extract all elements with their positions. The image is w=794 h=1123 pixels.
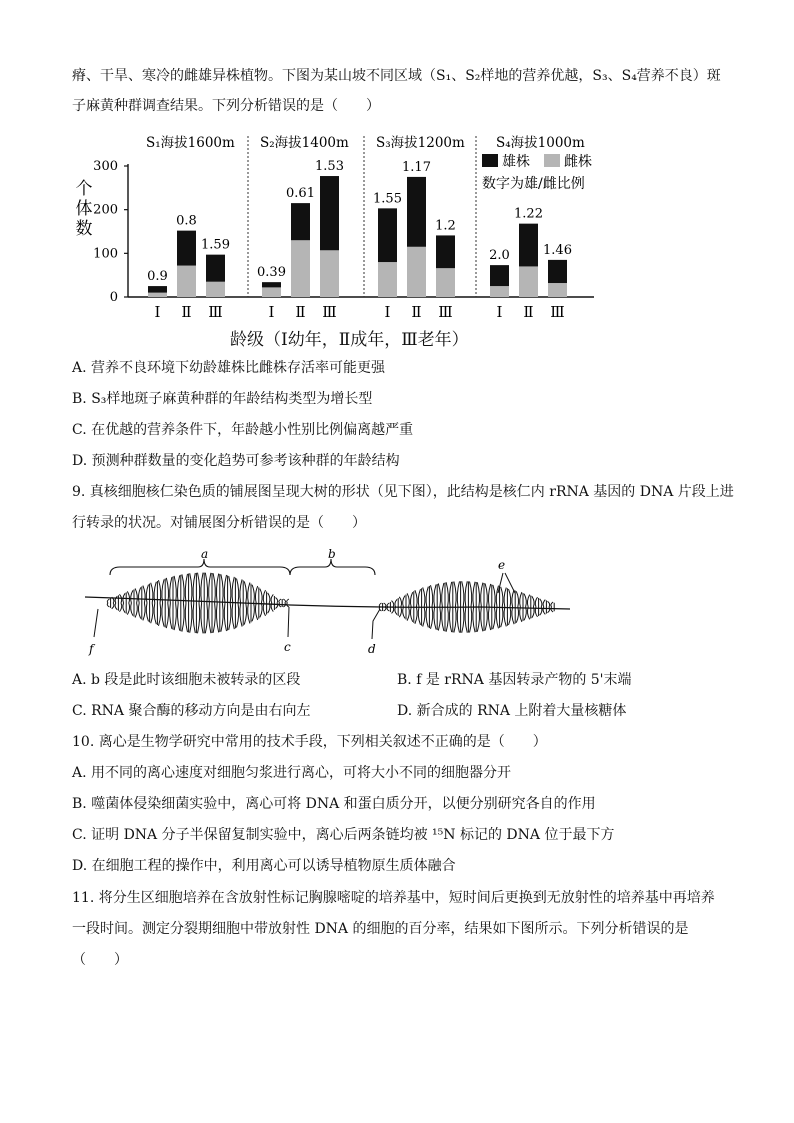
q9-option-d: D. 新合成的 RNA 上附着大量核糖体	[397, 703, 627, 719]
legend-label-male: 雄株	[502, 154, 530, 170]
label-d: d	[368, 642, 376, 656]
unit-1-rna-fibril	[229, 603, 231, 630]
x-tick-label-4-2: Ⅱ	[523, 303, 534, 321]
unit-2-rna-fibril	[418, 607, 420, 625]
x-tick-label-4-3: Ⅲ	[550, 303, 565, 321]
unit-1-rna-fibril	[162, 603, 164, 627]
unit-1-rna-fibril	[209, 603, 211, 633]
unit-2-rna-fibril	[410, 592, 412, 607]
group-title-1: S₁海拔1600m	[146, 135, 235, 151]
unit-2-rna-fibril	[520, 607, 522, 622]
unit-2-rna-fibril	[410, 607, 412, 622]
bar-male-2-2	[291, 203, 310, 240]
bar-female-3-2	[407, 247, 426, 297]
unit-1-rna-fibril	[115, 596, 117, 603]
unit-2-rna-fibril	[403, 596, 405, 607]
bar-male-4-3	[548, 260, 567, 283]
unit-2-rna-fibril	[481, 583, 483, 607]
bar-female-4-2	[519, 266, 538, 297]
q8-option-d: D. 预测种群数量的变化趋势可参考该种群的年龄结构	[72, 453, 400, 469]
bar-male-4-1	[490, 265, 509, 286]
unit-1-rna-fibril	[154, 603, 156, 624]
unit-1-rna-fibril	[138, 603, 140, 619]
unit-2-rna-fibril	[488, 607, 490, 630]
unit-2-rna-fibril	[415, 590, 417, 607]
q11-stem-2: 一段时间。测定分裂期细胞中带放射性 DNA 的细胞的百分率，结果如下图所示。下列分析错误的是	[72, 921, 689, 937]
legend-swatch-male	[482, 154, 498, 167]
x-tick-label-2-1: Ⅰ	[268, 303, 275, 321]
q10-option-c: C. 证明 DNA 分子半保留复制实验中，离心后两条链均被 ¹⁵N 标记的 DNA 位于最下方	[72, 827, 615, 843]
group-title-4: S₄海拔1000m	[496, 135, 585, 151]
unit-2-rna-fibril	[442, 583, 444, 607]
unit-1-rna-fibril	[120, 603, 122, 612]
unit-1-rna-fibril	[146, 603, 148, 621]
bar-female-3-1	[378, 262, 397, 297]
group-title-2: S₂海拔1400m	[260, 135, 349, 151]
unit-2-rna-fibril	[457, 581, 459, 607]
ratio-label-4-2: 1.22	[514, 206, 543, 222]
unit-1-rna-fibril	[185, 574, 187, 603]
pointer-d	[372, 609, 380, 639]
unit-1-rna-fibril	[166, 603, 168, 628]
unit-2-rna-fibril	[446, 607, 448, 632]
unit-1-rna-fibril	[237, 603, 239, 627]
unit-1-rna-fibril	[115, 603, 117, 610]
unit-2-rna-fibril	[473, 582, 475, 607]
unit-1-rna-fibril	[182, 603, 184, 632]
unit-1-rna-fibril	[232, 603, 234, 629]
x-tick-label-3-2: Ⅱ	[411, 303, 422, 321]
x-tick-label-4-1: Ⅰ	[496, 303, 503, 321]
unit-1-rna-fibril	[146, 585, 148, 603]
unit-1-rna-fibril	[190, 573, 192, 603]
bar-male-4-2	[519, 224, 538, 267]
x-tick-label-1-2: Ⅱ	[181, 303, 192, 321]
unit-1-rna-fibril	[209, 573, 211, 603]
unit-2-rna-fibril	[431, 607, 433, 629]
unit-1-rna-fibril	[237, 579, 239, 603]
bar-male-2-1	[262, 282, 281, 287]
unit-2-rna-fibril	[477, 607, 479, 632]
ratio-label-2-2: 0.61	[286, 186, 315, 202]
unit-1-rna-fibril	[205, 573, 207, 603]
unit-1-rna-fibril	[201, 603, 203, 633]
unit-2-rna-fibril	[470, 582, 472, 607]
y-label-char-1: 体	[75, 199, 93, 219]
unit-1-rna-fibril	[131, 590, 133, 603]
bar-female-4-3	[548, 283, 567, 297]
unit-2-rna-fibril	[512, 607, 514, 624]
q10-option-a: A. 用不同的离心速度对细胞匀浆进行离心，可将大小不同的细胞器分开	[72, 765, 512, 781]
bar-female-3-3	[436, 268, 455, 297]
unit-2-rna-fibril	[434, 607, 436, 629]
unit-1-rna-fibril	[224, 603, 226, 631]
unit-2-rna-fibril	[407, 593, 409, 607]
bar-male-3-2	[407, 177, 426, 247]
q10-stem: 10. 离心是生物学研究中常用的技术手段，下列相关叙述不正确的是（ ）	[72, 734, 547, 750]
unit-2-rna-fibril	[418, 589, 420, 607]
label-c: c	[284, 640, 291, 654]
q9-stem-1: 9. 真核细胞核仁染色质的铺展图呈现大树的形状（见下图），此结构是核仁内 rRNA 基因的 DNA 片段上进	[72, 484, 734, 500]
unit-2-rna-fibril	[485, 583, 487, 607]
x-tick-label-1-3: Ⅲ	[208, 303, 223, 321]
x-tick-label-2-3: Ⅲ	[322, 303, 337, 321]
ratio-label-2-3: 1.53	[315, 159, 344, 175]
unit-1-rna-fibril	[177, 603, 179, 631]
bar-male-1-2	[177, 231, 196, 266]
unit-1-rna-fibril	[276, 598, 278, 603]
unit-2-rna-fibril	[551, 607, 553, 612]
unit-2-rna-fibril	[457, 607, 459, 633]
unit-1-rna-fibril	[244, 603, 246, 625]
unit-1-rna-fibril	[151, 603, 153, 623]
ratio-label-3-3: 1.2	[435, 218, 456, 234]
unit-2-rna-fibril	[535, 597, 537, 607]
pointer-e-2	[505, 573, 515, 593]
bar-male-1-3	[206, 255, 225, 282]
bar-male-2-3	[320, 176, 339, 250]
label-b: b	[328, 547, 336, 561]
unit-1-rna-fibril	[255, 586, 257, 603]
unit-2-rna-fibril	[540, 599, 542, 607]
x-tick-label-3-1: Ⅰ	[384, 303, 391, 321]
unit-2-rna-fibril	[399, 597, 401, 607]
unit-1-rna-fibril	[268, 593, 270, 603]
unit-1-rna-fibril	[138, 587, 140, 603]
unit-2-rna-fibril	[434, 585, 436, 607]
unit-2-rna-fibril	[438, 607, 440, 631]
bracket-a	[110, 559, 290, 575]
q9-stem-2: 行转录的状况。对铺展图分析错误的是（ ）	[72, 515, 366, 531]
unit-1-rna-fibril	[252, 603, 254, 621]
unit-2-rna-fibril	[426, 587, 428, 607]
unit-1-rna-fibril	[224, 575, 226, 603]
q8-option-c: C. 在优越的营养条件下，年龄越小性别比例偏离越严重	[72, 422, 414, 438]
ratio-label-4-3: 1.46	[543, 242, 572, 258]
y-label-char-0: 个	[75, 179, 93, 199]
unit-1-rna-fibril	[177, 575, 179, 603]
unit-1-rna-fibril	[205, 603, 207, 633]
unit-2-rna-fibril	[426, 607, 428, 627]
unit-1-rna-fibril	[263, 603, 265, 616]
transcription-spread-figure	[80, 545, 580, 660]
unit-1-rna-fibril	[232, 577, 234, 603]
unit-1-rna-fibril	[255, 603, 257, 620]
q8-option-a: A. 营养不良环境下幼龄雄株比雌株存活率可能更强	[72, 360, 386, 376]
y-label-char-2: 数	[75, 219, 93, 239]
unit-2-rna-fibril	[532, 596, 534, 607]
y-tick-label-0: 0	[109, 290, 118, 305]
bar-female-1-1	[148, 293, 167, 297]
unit-1-rna-fibril	[198, 573, 200, 603]
unit-2-rna-fibril	[509, 589, 511, 607]
unit-2-rna-fibril	[504, 588, 506, 607]
unit-2-rna-fibril	[551, 602, 553, 607]
pointer-c	[288, 607, 289, 637]
unit-1-rna-fibril	[127, 603, 129, 615]
y-tick-label-100: 100	[93, 246, 118, 262]
unit-2-rna-fibril	[548, 601, 550, 607]
unit-1-rna-fibril	[263, 590, 265, 603]
unit-1-rna-fibril	[213, 573, 215, 603]
unit-2-rna-fibril	[423, 587, 425, 607]
unit-2-rna-fibril	[423, 607, 425, 627]
unit-1-rna-fibril	[244, 581, 246, 603]
unit-1-rna-fibril	[221, 603, 223, 632]
ratio-label-1-2: 0.8	[176, 213, 197, 229]
unit-1-rna-fibril	[216, 603, 218, 632]
unit-1-rna-fibril	[193, 573, 195, 603]
unit-2-rna-fibril	[477, 582, 479, 607]
unit-1-rna-fibril	[287, 599, 289, 603]
bar-female-2-3	[320, 250, 339, 297]
q11-stem-1: 11. 将分生区细胞培养在含放射性标记胸腺嘧啶的培养基中，短时间后更换到无放射性的培养基中再培养	[72, 890, 715, 906]
x-axis-label: 龄级（Ⅰ幼年，Ⅱ成年，Ⅲ老年）	[230, 330, 469, 350]
unit-2-rna-fibril	[504, 607, 506, 626]
unit-2-rna-fibril	[485, 607, 487, 631]
unit-2-rna-fibril	[465, 581, 467, 607]
unit-2-rna-fibril	[454, 607, 456, 633]
legend-label-female: 雌株	[564, 154, 592, 170]
bar-female-1-2	[177, 266, 196, 297]
q10-option-b: B. 噬菌体侵染细菌实验中，离心可将 DNA 和蛋白质分开，以便分别研究各自的作用	[72, 796, 596, 812]
unit-2-rna-fibril	[527, 595, 529, 607]
bar-male-3-1	[378, 208, 397, 262]
unit-1-rna-fibril	[135, 588, 137, 603]
bar-female-4-1	[490, 286, 509, 297]
y-tick-label-200: 200	[93, 202, 118, 218]
unit-2-rna-fibril	[524, 607, 526, 620]
bar-male-1-1	[148, 286, 167, 293]
y-axis-label	[76, 179, 93, 239]
unit-2-rna-fibril	[501, 587, 503, 607]
unit-2-rna-fibril	[470, 607, 472, 632]
label-f: f	[89, 642, 94, 656]
unit-1-rna-fibril	[198, 603, 200, 633]
unit-1-rna-fibril	[252, 585, 254, 603]
unit-2-rna-fibril	[543, 600, 545, 607]
bar-female-2-2	[291, 240, 310, 297]
unit-1-rna-fibril	[107, 603, 109, 607]
x-tick-label-1-1: Ⅰ	[154, 303, 161, 321]
unit-2-rna-fibril	[431, 585, 433, 607]
unit-2-rna-fibril	[399, 607, 401, 617]
unit-2-rna-fibril	[516, 591, 518, 607]
unit-2-rna-fibril	[473, 607, 475, 632]
unit-1-rna-fibril	[279, 599, 281, 603]
unit-1-rna-fibril	[112, 603, 114, 609]
unit-2-rna-fibril	[516, 607, 518, 623]
q11-stem-3: （ ）	[72, 952, 128, 968]
unit-1-rna-fibril	[143, 586, 145, 603]
unit-1-rna-fibril	[170, 603, 172, 629]
unit-2-rna-fibril	[524, 594, 526, 607]
bar-female-1-3	[206, 282, 225, 297]
unit-1-rna-fibril	[193, 603, 195, 633]
unit-2-rna-fibril	[395, 607, 397, 615]
unit-1-rna-fibril	[216, 574, 218, 603]
unit-2-rna-fibril	[496, 607, 498, 628]
unit-1-rna-fibril	[221, 574, 223, 603]
q9-option-c: C. RNA 聚合酶的移动方向是由右向左	[72, 703, 311, 719]
population-chart	[70, 128, 630, 348]
unit-2-rna-fibril	[449, 582, 451, 607]
unit-2-rna-fibril	[395, 599, 397, 607]
q10-option-d: D. 在细胞工程的操作中，利用离心可以诱导植物原生质体融合	[72, 858, 456, 874]
unit-1-rna-fibril	[174, 603, 176, 630]
unit-1-rna-fibril	[248, 603, 250, 623]
x-tick-label-3-3: Ⅲ	[438, 303, 453, 321]
unit-1-rna-fibril	[159, 603, 161, 626]
unit-2-rna-fibril	[415, 607, 417, 624]
unit-2-rna-fibril	[501, 607, 503, 627]
unit-1-rna-fibril	[283, 599, 285, 603]
unit-1-rna-fibril	[127, 591, 129, 603]
unit-2-rna-fibril	[392, 601, 394, 607]
unit-2-rna-fibril	[520, 592, 522, 607]
unit-2-rna-fibril	[488, 584, 490, 607]
ratio-label-4-1: 2.0	[489, 248, 510, 264]
pointer-f	[94, 609, 98, 637]
unit-2-rna-fibril	[462, 581, 464, 607]
x-tick-label-2-2: Ⅱ	[295, 303, 306, 321]
unit-2-rna-fibril	[454, 581, 456, 607]
unit-2-rna-fibril	[496, 586, 498, 607]
unit-2-rna-fibril	[442, 607, 444, 631]
unit-1-rna-fibril	[107, 599, 109, 603]
unit-2-rna-fibril	[392, 607, 394, 613]
q9-option-a: A. b 段是此时该细胞未被转录的区段	[72, 672, 301, 688]
label-e: e	[498, 558, 506, 572]
group-title-3: S₃海拔1200m	[376, 135, 465, 151]
ratio-label-2-1: 0.39	[257, 265, 286, 281]
bar-male-3-3	[436, 235, 455, 268]
unit-2-rna-fibril	[493, 585, 495, 607]
unit-2-rna-fibril	[512, 590, 514, 607]
intro-line-1: 瘠、干旱、寒冷的雌雄异株植物。下图为某山坡不同区域（S₁、S₂样地的营养优越，S₃、S₄营养不良）斑	[72, 68, 721, 84]
unit-1-rna-fibril	[229, 576, 231, 603]
unit-1-rna-fibril	[143, 603, 145, 620]
ratio-label-1-1: 0.9	[147, 269, 168, 285]
unit-2-rna-fibril	[527, 607, 529, 619]
unit-2-rna-fibril	[481, 607, 483, 631]
unit-2-rna-fibril	[438, 583, 440, 607]
unit-2-rna-fibril	[509, 607, 511, 625]
unit-2-rna-fibril	[446, 582, 448, 607]
unit-1-rna-fibril	[182, 574, 184, 603]
unit-1-rna-fibril	[260, 589, 262, 603]
ratio-label-3-2: 1.17	[402, 159, 431, 175]
unit-1-rna-fibril	[240, 603, 242, 627]
unit-2-rna-fibril	[465, 607, 467, 633]
y-tick-label-300: 300	[93, 159, 118, 174]
unit-2-rna-fibril	[462, 607, 464, 633]
legend-swatch-female	[544, 154, 560, 167]
unit-1-rna-fibril	[123, 603, 125, 613]
unit-1-rna-fibril	[131, 603, 133, 616]
ratio-label-1-3: 1.59	[201, 237, 230, 253]
unit-1-rna-fibril	[166, 578, 168, 603]
unit-1-rna-fibril	[185, 603, 187, 632]
ratio-label-3-1: 1.55	[373, 191, 402, 207]
unit-1-rna-fibril	[170, 577, 172, 603]
unit-1-rna-fibril	[135, 603, 137, 618]
unit-2-rna-fibril	[407, 607, 409, 621]
bar-female-2-1	[262, 287, 281, 297]
unit-2-rna-fibril	[449, 607, 451, 632]
bracket-b	[290, 559, 375, 575]
unit-1-rna-fibril	[213, 603, 215, 633]
q8-option-b: B. S₃样地斑子麻黄种群的年龄结构类型为增长型	[72, 391, 373, 407]
unit-1-rna-fibril	[240, 579, 242, 603]
unit-2-rna-fibril	[403, 607, 405, 618]
unit-1-rna-fibril	[174, 576, 176, 603]
unit-1-rna-fibril	[248, 583, 250, 603]
intro-line-2: 子麻黄种群调查结果。下列分析错误的是（ ）	[72, 98, 380, 114]
label-a: a	[201, 547, 209, 561]
unit-1-rna-fibril	[190, 603, 192, 633]
unit-2-rna-fibril	[493, 607, 495, 629]
legend-note: 数字为雄/雌比例	[482, 176, 585, 192]
unit-1-rna-fibril	[260, 603, 262, 617]
unit-1-rna-fibril	[271, 594, 273, 603]
unit-1-rna-fibril	[201, 573, 203, 603]
pointer-e-1	[498, 573, 503, 593]
q9-option-b: B. f 是 rRNA 基因转录产物的 5'末端	[397, 672, 632, 688]
